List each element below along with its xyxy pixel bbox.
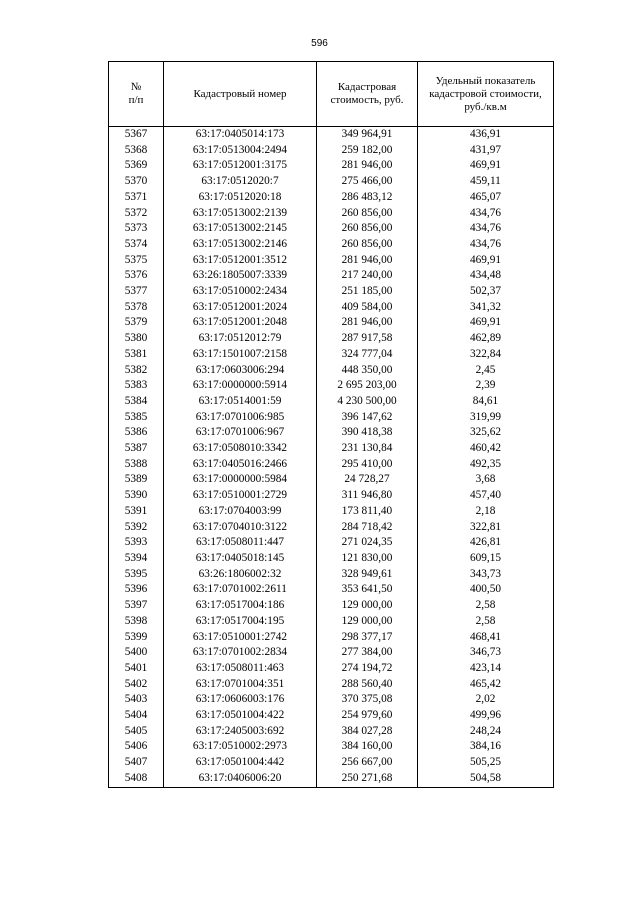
cell-row-number: 5375 — [109, 253, 164, 269]
cell-cadastral-number: 63:17:0508011:447 — [164, 535, 317, 551]
cell-row-number: 5368 — [109, 143, 164, 159]
cell-cadastral-value: 288 560,40 — [317, 677, 418, 693]
cell-specific-indicator: 434,76 — [418, 221, 554, 237]
table-row — [109, 268, 554, 284]
cell-cadastral-value: 256 667,00 — [317, 755, 418, 771]
cell-cadastral-number: 63:17:0513002:2139 — [164, 206, 317, 222]
table-row — [109, 253, 554, 269]
cell-row-number: 5367 — [109, 127, 164, 143]
table-row — [109, 315, 554, 331]
cell-cadastral-value: 324 777,04 — [317, 347, 418, 363]
cell-cadastral-value: 260 856,00 — [317, 237, 418, 253]
table-row — [109, 206, 554, 222]
cell-row-number: 5388 — [109, 457, 164, 473]
cell-cadastral-value: 251 185,00 — [317, 284, 418, 300]
table-row — [109, 441, 554, 457]
cell-row-number: 5377 — [109, 284, 164, 300]
table-row — [109, 127, 554, 143]
cell-cadastral-value: 353 641,50 — [317, 582, 418, 598]
cell-specific-indicator: 436,91 — [418, 127, 554, 143]
cell-cadastral-value: 390 418,38 — [317, 425, 418, 441]
table-row — [109, 724, 554, 740]
table-row — [109, 630, 554, 646]
table-row — [109, 771, 554, 787]
cell-cadastral-value: 4 230 500,00 — [317, 394, 418, 410]
cell-row-number: 5400 — [109, 645, 164, 661]
cell-specific-indicator: 609,15 — [418, 551, 554, 567]
cell-specific-indicator: 423,14 — [418, 661, 554, 677]
table-row — [109, 488, 554, 504]
table-row — [109, 504, 554, 520]
cell-specific-indicator: 465,42 — [418, 677, 554, 693]
table-row — [109, 331, 554, 347]
table-row — [109, 677, 554, 693]
cell-row-number: 5385 — [109, 410, 164, 426]
cell-cadastral-number: 63:17:0510002:2434 — [164, 284, 317, 300]
cell-cadastral-value: 384 027,28 — [317, 724, 418, 740]
cell-row-number: 5405 — [109, 724, 164, 740]
cell-cadastral-number: 63:17:0000000:5914 — [164, 378, 317, 394]
table-row — [109, 645, 554, 661]
cell-cadastral-number: 63:17:0512001:2024 — [164, 300, 317, 316]
table-row — [109, 755, 554, 771]
table-row — [109, 567, 554, 583]
cell-row-number: 5406 — [109, 739, 164, 755]
cell-row-number: 5381 — [109, 347, 164, 363]
cell-specific-indicator: 457,40 — [418, 488, 554, 504]
cell-row-number: 5408 — [109, 771, 164, 787]
table-header-row — [109, 62, 554, 127]
cell-specific-indicator: 460,42 — [418, 441, 554, 457]
cell-cadastral-number: 63:17:0517004:186 — [164, 598, 317, 614]
cell-specific-indicator: 434,48 — [418, 268, 554, 284]
table-row — [109, 143, 554, 159]
cell-specific-indicator: 2,58 — [418, 598, 554, 614]
cell-specific-indicator: 434,76 — [418, 206, 554, 222]
table-row — [109, 300, 554, 316]
cell-cadastral-value: 298 377,17 — [317, 630, 418, 646]
cell-specific-indicator: 468,41 — [418, 630, 554, 646]
cell-specific-indicator: 2,18 — [418, 504, 554, 520]
cell-specific-indicator: 322,84 — [418, 347, 554, 363]
cell-specific-indicator: 400,50 — [418, 582, 554, 598]
cell-specific-indicator: 469,91 — [418, 253, 554, 269]
header-cadastral-number: Кадастровый номер — [164, 62, 317, 127]
cell-row-number: 5380 — [109, 331, 164, 347]
cell-row-number: 5404 — [109, 708, 164, 724]
cell-cadastral-value: 311 946,80 — [317, 488, 418, 504]
cell-cadastral-value: 286 483,12 — [317, 190, 418, 206]
cell-cadastral-number: 63:17:0701006:967 — [164, 425, 317, 441]
cell-cadastral-number: 63:17:0512001:3512 — [164, 253, 317, 269]
cell-specific-indicator: 2,45 — [418, 363, 554, 379]
cell-row-number: 5407 — [109, 755, 164, 771]
cell-cadastral-value: 287 917,58 — [317, 331, 418, 347]
cell-row-number: 5387 — [109, 441, 164, 457]
cell-specific-indicator: 459,11 — [418, 174, 554, 190]
header-row-number: № п/п — [109, 62, 164, 127]
cell-cadastral-value: 173 811,40 — [317, 504, 418, 520]
cell-row-number: 5383 — [109, 378, 164, 394]
cell-row-number: 5382 — [109, 363, 164, 379]
header-cadastral-value: Кадастровая стоимость, руб. — [317, 62, 418, 127]
cell-row-number: 5379 — [109, 315, 164, 331]
cell-cadastral-number: 63:17:2405003:692 — [164, 724, 317, 740]
cell-specific-indicator: 426,81 — [418, 535, 554, 551]
cell-cadastral-value: 274 194,72 — [317, 661, 418, 677]
cell-row-number: 5396 — [109, 582, 164, 598]
cell-row-number: 5391 — [109, 504, 164, 520]
table-row — [109, 174, 554, 190]
cell-specific-indicator: 248,24 — [418, 724, 554, 740]
cell-cadastral-number: 63:17:0405016:2466 — [164, 457, 317, 473]
cell-row-number: 5369 — [109, 158, 164, 174]
table-row — [109, 520, 554, 536]
cell-cadastral-number: 63:17:0508010:3342 — [164, 441, 317, 457]
cell-specific-indicator: 384,16 — [418, 739, 554, 755]
table-body — [109, 127, 554, 788]
table-row — [109, 582, 554, 598]
cell-cadastral-number: 63:17:1501007:2158 — [164, 347, 317, 363]
cell-row-number: 5398 — [109, 614, 164, 630]
cell-cadastral-number: 63:17:0405018:145 — [164, 551, 317, 567]
table-row — [109, 739, 554, 755]
cell-specific-indicator: 465,07 — [418, 190, 554, 206]
cell-row-number: 5389 — [109, 472, 164, 488]
cell-cadastral-value: 396 147,62 — [317, 410, 418, 426]
cell-cadastral-number: 63:17:0508011:463 — [164, 661, 317, 677]
cell-cadastral-number: 63:17:0701002:2834 — [164, 645, 317, 661]
cell-specific-indicator: 469,91 — [418, 315, 554, 331]
cell-cadastral-value: 259 182,00 — [317, 143, 418, 159]
cell-specific-indicator: 319,99 — [418, 410, 554, 426]
cell-specific-indicator: 462,89 — [418, 331, 554, 347]
cell-row-number: 5395 — [109, 567, 164, 583]
cell-specific-indicator: 2,58 — [418, 614, 554, 630]
cell-cadastral-number: 63:17:0405014:173 — [164, 127, 317, 143]
table-row — [109, 425, 554, 441]
cell-specific-indicator: 504,58 — [418, 771, 554, 787]
cell-row-number: 5370 — [109, 174, 164, 190]
cell-row-number: 5394 — [109, 551, 164, 567]
cell-cadastral-value: 2 695 203,00 — [317, 378, 418, 394]
table-row — [109, 457, 554, 473]
cell-specific-indicator: 84,61 — [418, 394, 554, 410]
cell-row-number: 5376 — [109, 268, 164, 284]
cell-cadastral-number: 63:17:0512012:79 — [164, 331, 317, 347]
cell-cadastral-number: 63:17:0501004:442 — [164, 755, 317, 771]
cell-cadastral-value: 281 946,00 — [317, 253, 418, 269]
cell-cadastral-number: 63:17:0513004:2494 — [164, 143, 317, 159]
header-specific-indicator: Удельный показатель кадастровой стоимости, руб./кв.м — [418, 62, 554, 127]
cell-cadastral-value: 349 964,91 — [317, 127, 418, 143]
cell-cadastral-value: 231 130,84 — [317, 441, 418, 457]
cell-cadastral-number: 63:17:0701004:351 — [164, 677, 317, 693]
cell-specific-indicator: 499,96 — [418, 708, 554, 724]
table-row — [109, 221, 554, 237]
cell-row-number: 5374 — [109, 237, 164, 253]
cell-cadastral-value: 281 946,00 — [317, 158, 418, 174]
cell-cadastral-value: 121 830,00 — [317, 551, 418, 567]
cell-cadastral-value: 275 466,00 — [317, 174, 418, 190]
cell-cadastral-value: 295 410,00 — [317, 457, 418, 473]
cell-cadastral-number: 63:17:0406006:20 — [164, 771, 317, 787]
cell-cadastral-number: 63:17:0512020:7 — [164, 174, 317, 190]
table-row — [109, 614, 554, 630]
cell-cadastral-value: 277 384,00 — [317, 645, 418, 661]
table-row — [109, 551, 554, 567]
cell-specific-indicator: 341,32 — [418, 300, 554, 316]
cell-row-number: 5397 — [109, 598, 164, 614]
cell-specific-indicator: 431,97 — [418, 143, 554, 159]
cell-specific-indicator: 492,35 — [418, 457, 554, 473]
cell-row-number: 5386 — [109, 425, 164, 441]
cell-cadastral-value: 129 000,00 — [317, 598, 418, 614]
cell-cadastral-number: 63:17:0606003:176 — [164, 692, 317, 708]
cell-cadastral-number: 63:17:0513002:2146 — [164, 237, 317, 253]
cell-cadastral-value: 409 584,00 — [317, 300, 418, 316]
cell-row-number: 5384 — [109, 394, 164, 410]
cell-cadastral-number: 63:17:0704003:99 — [164, 504, 317, 520]
cell-cadastral-value: 129 000,00 — [317, 614, 418, 630]
cell-specific-indicator: 3,68 — [418, 472, 554, 488]
cell-cadastral-number: 63:17:0513002:2145 — [164, 221, 317, 237]
cell-cadastral-value: 281 946,00 — [317, 315, 418, 331]
cell-cadastral-number: 63:17:0517004:195 — [164, 614, 317, 630]
cell-cadastral-number: 63:17:0000000:5984 — [164, 472, 317, 488]
table-row — [109, 535, 554, 551]
table-row — [109, 394, 554, 410]
table-row — [109, 692, 554, 708]
cell-specific-indicator: 343,73 — [418, 567, 554, 583]
cell-specific-indicator: 2,39 — [418, 378, 554, 394]
table-row — [109, 378, 554, 394]
cell-row-number: 5373 — [109, 221, 164, 237]
cell-row-number: 5399 — [109, 630, 164, 646]
cell-cadastral-value: 250 271,68 — [317, 771, 418, 787]
cell-specific-indicator: 2,02 — [418, 692, 554, 708]
cell-cadastral-value: 260 856,00 — [317, 206, 418, 222]
table-row — [109, 237, 554, 253]
cell-row-number: 5392 — [109, 520, 164, 536]
cell-cadastral-number: 63:17:0501004:422 — [164, 708, 317, 724]
cell-row-number: 5401 — [109, 661, 164, 677]
cell-specific-indicator: 469,91 — [418, 158, 554, 174]
cell-cadastral-number: 63:17:0510001:2729 — [164, 488, 317, 504]
cell-cadastral-number: 63:17:0514001:59 — [164, 394, 317, 410]
table-row — [109, 472, 554, 488]
table-row — [109, 347, 554, 363]
cell-specific-indicator: 346,73 — [418, 645, 554, 661]
cell-row-number: 5390 — [109, 488, 164, 504]
table-row — [109, 598, 554, 614]
table-row — [109, 190, 554, 206]
cell-specific-indicator: 502,37 — [418, 284, 554, 300]
cell-cadastral-number: 63:17:0603006:294 — [164, 363, 317, 379]
cadastral-value-table — [108, 61, 554, 788]
table-row — [109, 363, 554, 379]
cell-cadastral-value: 271 024,35 — [317, 535, 418, 551]
cell-specific-indicator: 322,81 — [418, 520, 554, 536]
cell-row-number: 5378 — [109, 300, 164, 316]
cell-cadastral-number: 63:17:0512001:3175 — [164, 158, 317, 174]
cell-cadastral-number: 63:17:0701006:985 — [164, 410, 317, 426]
cell-cadastral-value: 370 375,08 — [317, 692, 418, 708]
cell-cadastral-value: 328 949,61 — [317, 567, 418, 583]
cell-cadastral-number: 63:17:0512001:2048 — [164, 315, 317, 331]
page-number: 596 — [311, 38, 328, 49]
cell-cadastral-value: 254 979,60 — [317, 708, 418, 724]
cell-cadastral-number: 63:17:0512020:18 — [164, 190, 317, 206]
table-row — [109, 708, 554, 724]
cell-cadastral-value: 284 718,42 — [317, 520, 418, 536]
table-row — [109, 410, 554, 426]
cell-cadastral-value: 260 856,00 — [317, 221, 418, 237]
cell-cadastral-number: 63:26:1806002:32 — [164, 567, 317, 583]
cell-cadastral-value: 217 240,00 — [317, 268, 418, 284]
cell-row-number: 5402 — [109, 677, 164, 693]
table-row — [109, 661, 554, 677]
cell-cadastral-number: 63:17:0701002:2611 — [164, 582, 317, 598]
cell-row-number: 5393 — [109, 535, 164, 551]
cell-row-number: 5372 — [109, 206, 164, 222]
cell-cadastral-value: 448 350,00 — [317, 363, 418, 379]
table-row — [109, 284, 554, 300]
cell-cadastral-number: 63:17:0510001:2742 — [164, 630, 317, 646]
cell-cadastral-value: 24 728,27 — [317, 472, 418, 488]
cell-specific-indicator: 505,25 — [418, 755, 554, 771]
cell-cadastral-number: 63:17:0510002:2973 — [164, 739, 317, 755]
cell-cadastral-number: 63:17:0704010:3122 — [164, 520, 317, 536]
cell-specific-indicator: 434,76 — [418, 237, 554, 253]
cell-cadastral-number: 63:26:1805007:3339 — [164, 268, 317, 284]
cell-specific-indicator: 325,62 — [418, 425, 554, 441]
cell-cadastral-value: 384 160,00 — [317, 739, 418, 755]
table-row — [109, 158, 554, 174]
cell-row-number: 5371 — [109, 190, 164, 206]
cell-row-number: 5403 — [109, 692, 164, 708]
